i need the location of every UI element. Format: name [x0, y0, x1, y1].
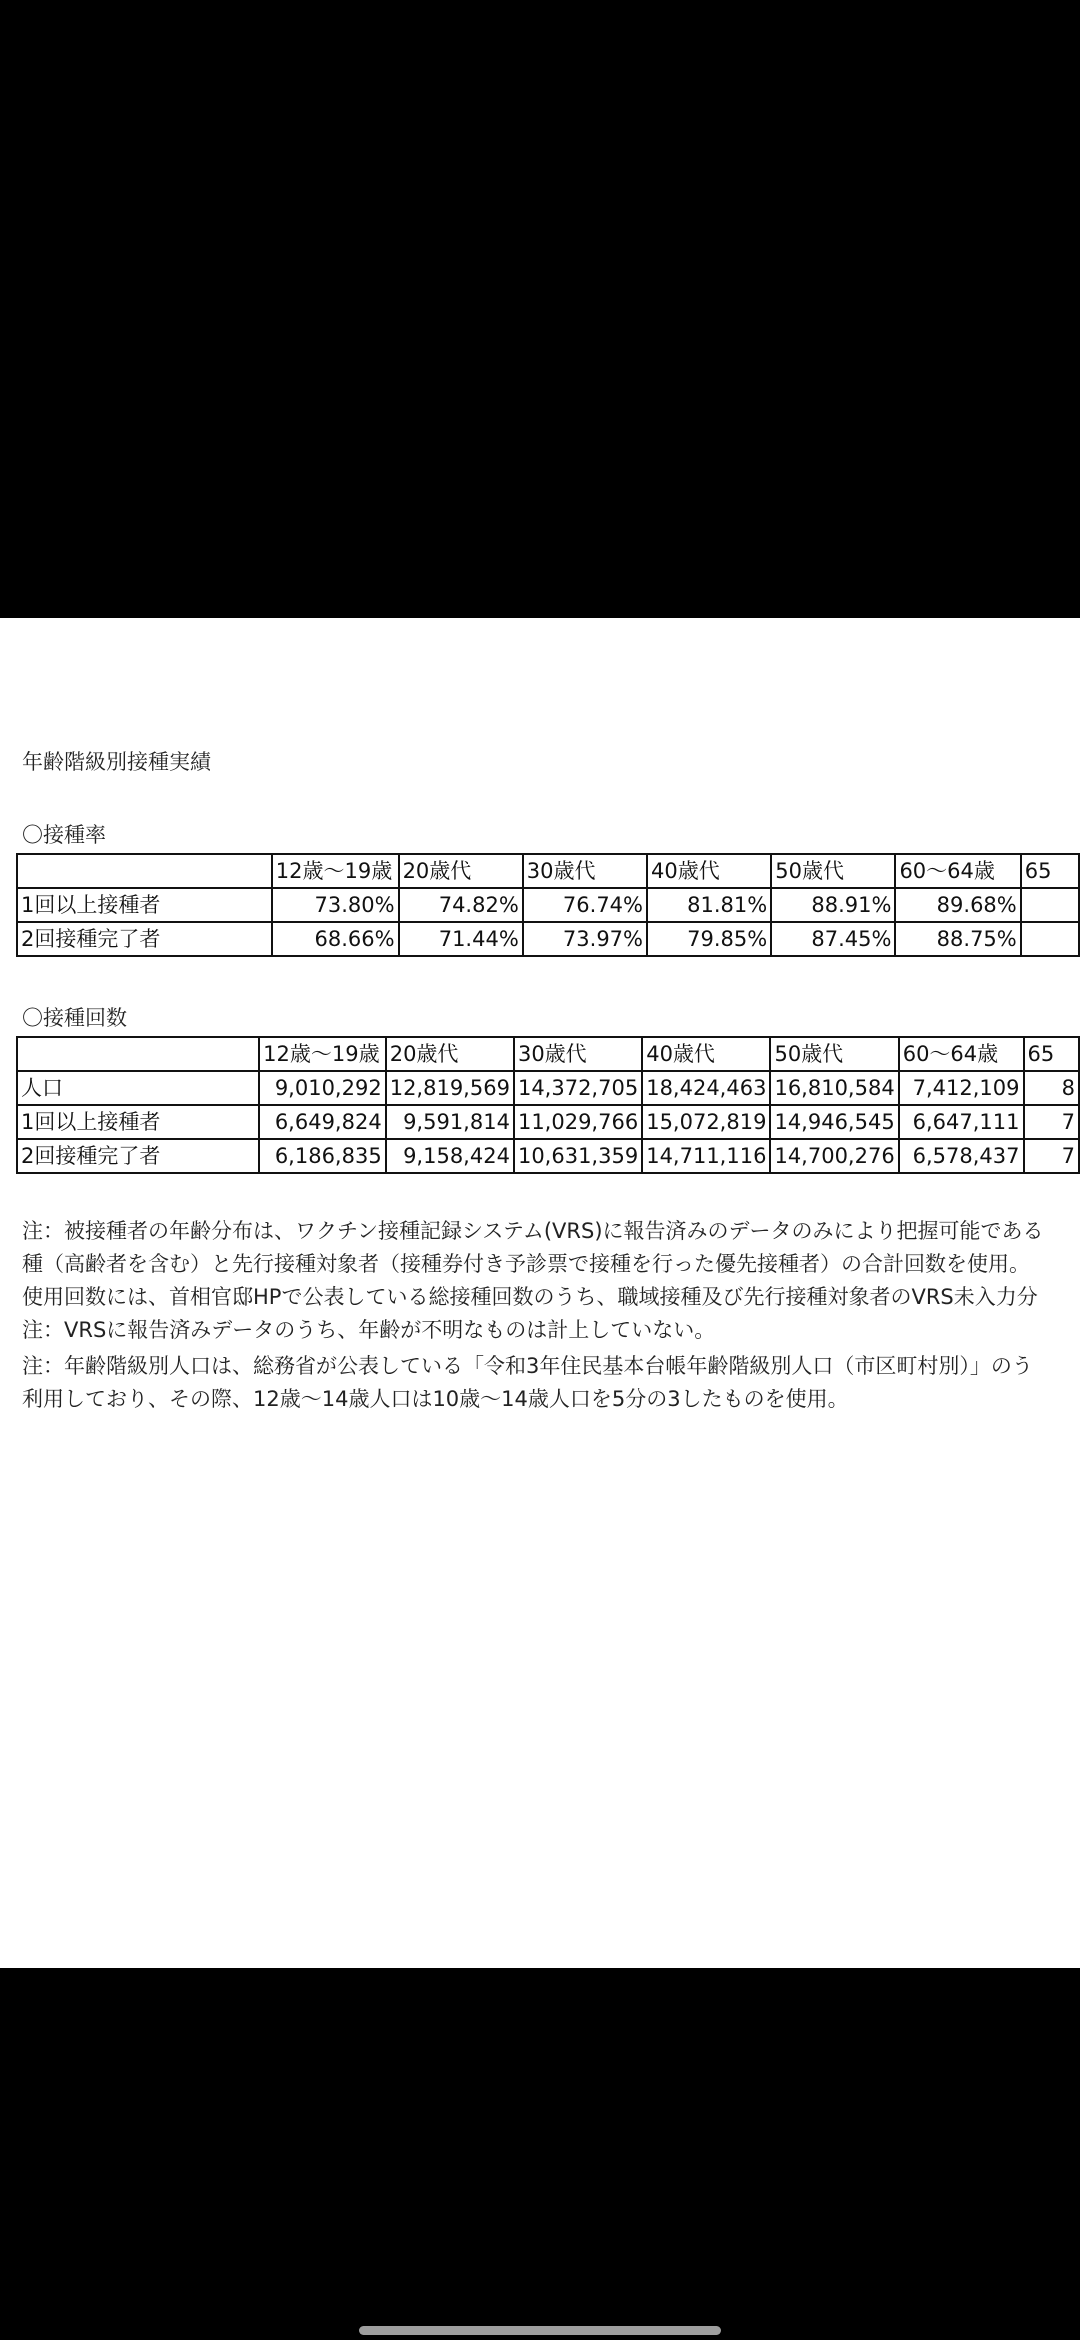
header-cell: 60～64歳	[899, 1037, 1024, 1071]
row-label: 1回以上接種者	[17, 1105, 259, 1139]
value-cell	[1021, 922, 1079, 956]
vaccination-rate-table	[16, 853, 1080, 957]
table-row	[17, 922, 1079, 956]
value-cell: 76.74%	[523, 888, 647, 922]
header-cell	[17, 854, 272, 888]
table-row	[17, 1105, 1079, 1139]
value-cell: 11,029,766	[514, 1105, 642, 1139]
header-cell: 30歳代	[523, 854, 647, 888]
header-cell	[17, 1037, 259, 1071]
value-cell: 73.97%	[523, 922, 647, 956]
table-row	[17, 888, 1079, 922]
note-line: 種（高齢者を含む）と先行接種対象者（接種券付き予診票で接種を行った優先接種者）の合計回数を使用。	[22, 1252, 1030, 1276]
vaccination-count-table	[16, 1036, 1080, 1174]
footnotes	[22, 1215, 1080, 1416]
header-cell: 20歳代	[399, 854, 523, 888]
header-cell: 65	[1024, 1037, 1079, 1071]
header-cell: 12歳～19歳	[259, 1037, 386, 1071]
row-label: 人口	[17, 1071, 259, 1105]
value-cell: 7,412,109	[899, 1071, 1024, 1105]
note-line: 利用しており、その際、12歳～14歳人口は10歳～14歳人口を5分の3したものを使用。	[22, 1387, 849, 1411]
row-label: 2回接種完了者	[17, 1139, 259, 1173]
note-line: 注：VRSに報告済みデータのうち、年齢が不明なものは計上していない。	[22, 1318, 716, 1342]
table-row	[17, 1071, 1079, 1105]
value-cell: 16,810,584	[770, 1071, 898, 1105]
value-cell: 89.68%	[895, 888, 1020, 922]
count-section-heading: 〇接種回数	[22, 1006, 127, 1030]
header-cell: 65	[1021, 854, 1079, 888]
value-cell: 14,700,276	[770, 1139, 898, 1173]
value-cell: 6,647,111	[899, 1105, 1024, 1139]
note-line: 注：被接種者の年齢分布は、ワクチン接種記録システム(VRS)に報告済みのデータのみにより把握可能である	[22, 1219, 1044, 1243]
value-cell: 9,158,424	[386, 1139, 514, 1173]
value-cell: 6,578,437	[899, 1139, 1024, 1173]
note-line: 使用回数には、首相官邸HPで公表している総接種回数のうち、職域接種及び先行接種対象者のVRS未入力分	[22, 1285, 1038, 1309]
row-label: 1回以上接種者	[17, 888, 272, 922]
header-cell: 40歳代	[642, 1037, 770, 1071]
value-cell: 12,819,569	[386, 1071, 514, 1105]
value-cell: 79.85%	[647, 922, 771, 956]
value-cell: 87.45%	[771, 922, 895, 956]
value-cell: 15,072,819	[642, 1105, 770, 1139]
top-letterbox	[0, 0, 1080, 618]
header-cell: 20歳代	[386, 1037, 514, 1071]
table-header-row	[17, 854, 1079, 888]
value-cell: 14,372,705	[514, 1071, 642, 1105]
home-indicator[interactable]	[359, 2326, 721, 2335]
value-cell: 74.82%	[399, 888, 523, 922]
value-cell: 81.81%	[647, 888, 771, 922]
note-line: 注：年齢階級別人口は、総務省が公表している「令和3年住民基本台帳年齢階級別人口（市区町村別）」のう	[22, 1354, 1033, 1378]
value-cell: 18,424,463	[642, 1071, 770, 1105]
value-cell: 68.66%	[272, 922, 399, 956]
header-cell: 50歳代	[771, 854, 895, 888]
value-cell: 73.80%	[272, 888, 399, 922]
value-cell: 9,591,814	[386, 1105, 514, 1139]
row-label: 2回接種完了者	[17, 922, 272, 956]
header-cell: 50歳代	[770, 1037, 898, 1071]
header-cell: 60～64歳	[895, 854, 1020, 888]
value-cell: 7	[1024, 1105, 1079, 1139]
header-cell: 30歳代	[514, 1037, 642, 1071]
value-cell: 14,711,116	[642, 1139, 770, 1173]
rate-section-heading: 〇接種率	[22, 823, 106, 847]
value-cell: 71.44%	[399, 922, 523, 956]
table-row	[17, 1139, 1079, 1173]
value-cell: 6,186,835	[259, 1139, 386, 1173]
value-cell: 6,649,824	[259, 1105, 386, 1139]
value-cell	[1021, 888, 1079, 922]
bottom-letterbox	[0, 1968, 1080, 2340]
value-cell: 88.75%	[895, 922, 1020, 956]
value-cell: 8	[1024, 1071, 1079, 1105]
value-cell: 9,010,292	[259, 1071, 386, 1105]
header-cell: 12歳～19歳	[272, 854, 399, 888]
page-title: 年齢階級別接種実績	[22, 750, 211, 774]
header-cell: 40歳代	[647, 854, 771, 888]
value-cell: 7	[1024, 1139, 1079, 1173]
value-cell: 14,946,545	[770, 1105, 898, 1139]
document-page[interactable]	[0, 618, 1080, 1968]
value-cell: 88.91%	[771, 888, 895, 922]
value-cell: 10,631,359	[514, 1139, 642, 1173]
table-header-row	[17, 1037, 1079, 1071]
